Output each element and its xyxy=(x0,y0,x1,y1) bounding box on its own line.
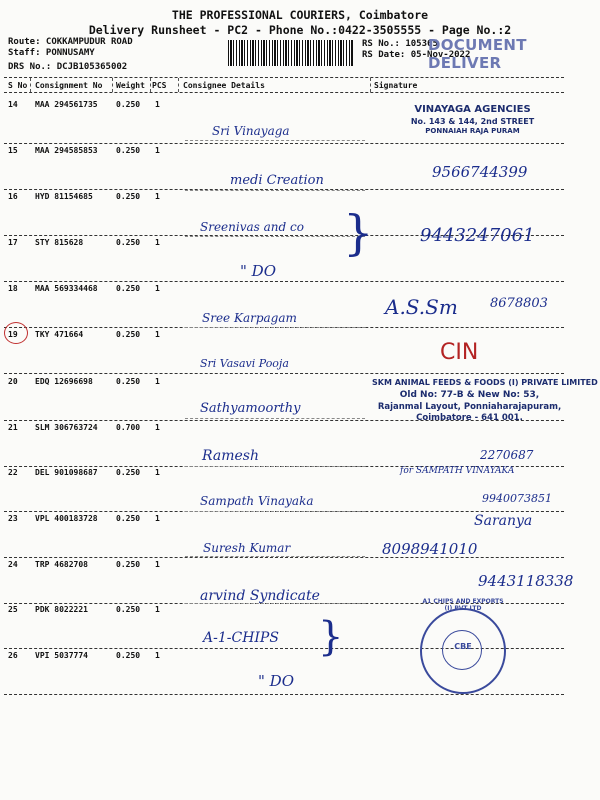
seal-center-text: CBE xyxy=(454,642,472,651)
row-pcs: 1 xyxy=(155,100,160,109)
signature-phone-17: 9443247061 xyxy=(420,225,535,246)
column-divider xyxy=(150,78,151,92)
col-header-consignment: Consignment No xyxy=(35,81,103,90)
row-pcs: 1 xyxy=(155,238,160,247)
header-rule-bottom xyxy=(4,92,564,93)
row-pcs: 1 xyxy=(155,651,160,660)
seal-ring-text: A1 CHIPS AND EXPORTS (I) PVT LTD xyxy=(422,598,504,612)
consignee-22: Sampath Vinayaka xyxy=(200,494,314,508)
row-sno: 20 xyxy=(8,377,18,386)
row-sno: 16 xyxy=(8,192,18,201)
consignee-line xyxy=(185,140,365,141)
route-label: Route: COKKAMPUDUR ROAD xyxy=(8,37,133,47)
row-divider xyxy=(4,557,564,558)
row-cno: MAA 294585853 xyxy=(35,146,98,155)
consignee-line xyxy=(185,511,365,512)
consignee-18: Sree Karpagam xyxy=(202,311,297,325)
row-pcs: 1 xyxy=(155,514,160,523)
row-divider xyxy=(4,694,564,695)
brace-mark: } xyxy=(318,614,344,660)
signature-phone-23: 8098941010 xyxy=(382,540,478,558)
barcode xyxy=(228,40,353,66)
consignee-17: " DO xyxy=(240,262,276,280)
row-weight: 0.250 xyxy=(116,238,141,247)
row-pcs: 1 xyxy=(155,146,160,155)
row-sno: 23 xyxy=(8,514,18,523)
row-sno: 21 xyxy=(8,423,18,432)
col-header-weight: Weight xyxy=(116,81,145,90)
row-sno: 24 xyxy=(8,560,18,569)
col-header-consignee: Consignee Details xyxy=(183,81,265,90)
consignee-23: Suresh Kumar xyxy=(203,541,291,555)
row-weight: 0.700 xyxy=(116,423,141,432)
row-sno: 25 xyxy=(8,605,18,614)
row-pcs: 1 xyxy=(155,377,160,386)
row-cno: MAA 294561735 xyxy=(35,100,98,109)
consignee-20: Sathyamoorthy xyxy=(200,401,301,416)
row-weight: 0.250 xyxy=(116,330,141,339)
row-divider xyxy=(4,373,564,374)
row-cno: PDK 8022221 xyxy=(35,605,88,614)
signature-name-22: for SAMPATH VINAYAKA xyxy=(400,466,515,476)
row-weight: 0.250 xyxy=(116,146,141,155)
row-pcs: 1 xyxy=(155,192,160,201)
row-cno: VPL 400183728 xyxy=(35,514,98,523)
consignee-14: Sri Vinayaga xyxy=(212,124,290,138)
row-cno: TRP 4682708 xyxy=(35,560,88,569)
row-weight: 0.250 xyxy=(116,377,141,386)
signature-phone-18: 8678803 xyxy=(490,296,548,311)
row-sno: 14 xyxy=(8,100,18,109)
col-header-pcs: PCS xyxy=(152,81,167,90)
vinayaga-stamp-name: VINAYAGA AGENCIES xyxy=(414,104,531,115)
signature-name-23: Saranya xyxy=(474,513,533,529)
signature-mark-18: A.S.Sm xyxy=(385,295,458,319)
consignee-24: arvind Syndicate xyxy=(200,588,320,604)
consignee-26: " DO xyxy=(258,672,294,690)
company-title: THE PROFESSIONAL COURIERS, Coimbatore xyxy=(171,8,429,22)
row-sno: 26 xyxy=(8,651,18,660)
vinayaga-stamp-address: No. 143 & 144, 2nd STREET xyxy=(410,117,535,126)
consignee-16: Sreenivas and co xyxy=(200,220,304,234)
consignee-19: Sri Vasavi Pooja xyxy=(200,357,289,370)
row-weight: 0.250 xyxy=(116,605,141,614)
runsheet-title: Delivery Runsheet - PC2 - Phone No.:0422-3505555 - Page No.:2 xyxy=(88,23,512,37)
signature-phone-15: 9566744399 xyxy=(432,163,528,181)
row-pcs: 1 xyxy=(155,423,160,432)
consignee-line xyxy=(185,327,365,328)
consignee-line xyxy=(185,603,365,604)
row-weight: 0.250 xyxy=(116,468,141,477)
header-rule-top xyxy=(4,77,564,78)
skm-stamp-address-2: Rajanmal Layout, Ponniaharajapuram, xyxy=(377,402,562,412)
row-weight: 0.250 xyxy=(116,284,141,293)
row-cno: HYD 81154685 xyxy=(35,192,93,201)
drs-number: DRS No.: DCJB105365002 xyxy=(8,62,128,72)
row-weight: 0.250 xyxy=(116,651,141,660)
cin-mark: CIN xyxy=(440,340,479,365)
consignee-21: Ramesh xyxy=(202,448,259,464)
document-delivered-stamp: DOCUMENT DELIVER xyxy=(428,36,527,72)
column-divider xyxy=(178,78,179,92)
brace-mark: } xyxy=(343,205,374,261)
skm-stamp-name: SKM ANIMAL FEEDS & FOODS (I) PRIVATE LIMITED xyxy=(372,378,598,387)
signature-phone-22: 9940073851 xyxy=(482,492,552,505)
row-pcs: 1 xyxy=(155,330,160,339)
row-cno: TKY 471664 xyxy=(35,330,84,339)
row-cno: EDQ 12696698 xyxy=(35,377,93,386)
consignee-line xyxy=(185,556,365,557)
a1-chips-seal-stamp xyxy=(420,598,506,694)
row-weight: 0.250 xyxy=(116,192,141,201)
row-sno: 15 xyxy=(8,146,18,155)
row-cno: MAA 569334468 xyxy=(35,284,98,293)
column-divider xyxy=(30,78,31,92)
row-divider xyxy=(4,281,564,282)
row-cno: DEL 901098687 xyxy=(35,468,98,477)
skm-stamp-address-1: Old No: 77-B & New No: 53, xyxy=(399,390,540,400)
row-cno: VPI 5037774 xyxy=(35,651,88,660)
consignee-line xyxy=(185,236,365,237)
column-divider xyxy=(112,78,113,92)
signature-number-21: 2270687 xyxy=(480,448,534,462)
signature-phone-24: 9443118338 xyxy=(478,572,574,590)
row-weight: 0.250 xyxy=(116,100,141,109)
vinayaga-stamp-area: PONNAIAH RAJA PURAM xyxy=(425,127,520,135)
column-divider xyxy=(370,78,371,92)
consignee-line xyxy=(185,190,365,191)
consignee-25: A-1-CHIPS xyxy=(203,630,279,646)
col-header-signature: Signature xyxy=(374,81,418,90)
row-sno: 22 xyxy=(8,468,18,477)
row-sno: 19 xyxy=(8,330,18,339)
row-pcs: 1 xyxy=(155,560,160,569)
consignee-line xyxy=(185,418,365,419)
row-sno: 17 xyxy=(8,238,18,247)
row-divider xyxy=(4,143,564,144)
row-pcs: 1 xyxy=(155,468,160,477)
rs-date: RS Date: 05-Nov-2022 xyxy=(362,50,471,60)
col-header-sno: S No xyxy=(8,81,28,90)
skm-stamp-city: Coimbatore - 641 001. xyxy=(416,413,523,423)
row-cno: SLM 306763724 xyxy=(35,423,98,432)
row-weight: 0.250 xyxy=(116,514,141,523)
rs-number: RS No.: 105365 xyxy=(362,39,438,49)
consignee-line xyxy=(185,466,365,467)
consignee-15: medi Creation xyxy=(230,173,324,188)
row-19-circle-mark xyxy=(4,322,28,344)
row-pcs: 1 xyxy=(155,605,160,614)
staff-label: Staff: PONNUSAMY xyxy=(8,48,95,58)
row-sno: 18 xyxy=(8,284,18,293)
row-cno: STY 815628 xyxy=(35,238,84,247)
row-pcs: 1 xyxy=(155,284,160,293)
row-weight: 0.250 xyxy=(116,560,141,569)
